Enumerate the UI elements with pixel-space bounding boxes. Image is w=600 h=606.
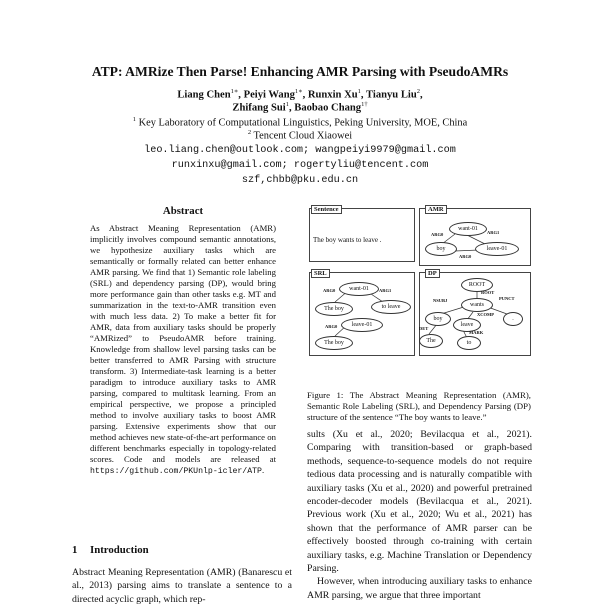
- amr-edge-arg0: ARG0: [431, 232, 444, 237]
- author-line-2: [0, 101, 600, 114]
- panel-label-sentence: Sentence: [311, 205, 342, 214]
- dp-node-dot: .: [503, 312, 523, 326]
- author-name: Liang Chen: [177, 89, 231, 101]
- dp-edge-root: ROOT: [481, 290, 495, 295]
- figure-1: [307, 204, 531, 364]
- dp-edge-mark: MARK: [469, 330, 484, 335]
- srl-node-toleave: to leave: [371, 300, 411, 314]
- email-line-3: szf,chbb@pku.edu.cn: [241, 175, 359, 186]
- dp-node-to: to: [457, 336, 481, 350]
- body-paragraph: sults (Xu et al., 2020; Bevilacqua et al., 2021). Comparing with transition-based or graph-based methods, sequence-to-sequence models do not require tedious data processing and is naturally compatible with auxiliary tasks (Xu et al., 2020) and powerful pretrained encoder-decoder models (Bevilacqua et al., 2021). Previous work (Xu et al., 2020; Wu et al., 2021) has shown that the performance of AMR parser can be effectively boosted through co-training with certain auxiliary tasks, e.g. Machine Translation or Dependency Parsing.: [307, 429, 532, 575]
- affiliation-2: [0, 129, 600, 141]
- sentence-panel: [309, 208, 415, 262]
- affil-text: Tencent Cloud Xiaowei: [251, 130, 353, 142]
- author-affil-mark: 1: [357, 88, 361, 95]
- email-line-1: leo.liang.chen@outlook.com; wangpeiyi9979@gmail.com: [144, 145, 456, 156]
- amr-node-want: want-01: [449, 222, 487, 236]
- dp-edge-det: DET: [419, 326, 429, 331]
- affil-text: Key Laboratory of Computational Linguistics, Peking University, MOE, China: [136, 117, 468, 129]
- amr-edge-arg0b: ARG0: [459, 254, 472, 259]
- section-heading-introduction: [72, 544, 149, 556]
- dp-edge-nsubj: NSUBJ: [433, 298, 448, 303]
- affil-mark: 1: [132, 116, 137, 123]
- amr-node-boy: boy: [425, 242, 457, 256]
- sentence-text: The boy wants to leave .: [313, 236, 382, 244]
- paper-title: ATP: AMRize Then Parse! Enhancing AMR Parsing with PseudoAMRs: [91, 64, 509, 79]
- panel-label-srl: SRL: [311, 269, 330, 278]
- author-sep: ,: [238, 89, 244, 101]
- figure-caption: Figure 1: The Abstract Meaning Representation (AMR), Semantic Role Labeling (SRL), and Dependency Parsing (DP) structure of the sentence “The boy wants to leave.”: [307, 390, 531, 423]
- dp-node-root: ROOT: [461, 278, 493, 292]
- dp-node-leave: leave: [453, 318, 481, 332]
- section-title: Introduction: [90, 544, 149, 556]
- author-sep: ,: [420, 89, 423, 101]
- author-name: Runxin Xu: [307, 89, 358, 101]
- dp-node-boy: boy: [425, 312, 451, 326]
- affil-mark: 2: [247, 129, 252, 136]
- abstract-end: .: [261, 465, 265, 475]
- code-link[interactable]: https://github.com/PKUnlp-icler/ATP: [90, 467, 262, 476]
- dp-node-the: The: [419, 334, 443, 348]
- srl-edge-arg0b: ARG0: [325, 324, 338, 329]
- srl-node-want: want-01: [339, 282, 379, 296]
- email-line-2: runxinxu@gmail.com; rogertyliu@tencent.com: [171, 160, 429, 171]
- author-sep: ,: [288, 102, 295, 114]
- abstract-body: [90, 223, 276, 477]
- amr-edge-arg1: ARG1: [487, 230, 500, 235]
- author-name: Baobao Chang: [294, 102, 362, 114]
- intro-paragraph: Abstract Meaning Representation (AMR) (Banarescu et al., 2013) parsing aims to translate a sentence to a directed acyclic graph, which rep-: [72, 567, 292, 605]
- author-name: Tianyu Liu: [366, 89, 417, 101]
- author-affil-mark: 1∗: [230, 88, 239, 95]
- dp-edge-xcomp: XCOMP: [477, 312, 494, 317]
- srl-edge-arg0: ARG0: [323, 288, 336, 293]
- author-affil-mark: 1∗: [294, 88, 303, 95]
- srl-node-theboy: The boy: [315, 302, 353, 316]
- body-paragraph: However, when introducing auxiliary tasks to enhance AMR parsing, we argue that three important: [307, 576, 532, 601]
- amr-panel: [419, 208, 531, 266]
- section-number: 1: [72, 544, 78, 556]
- author-name: Zhifang Sui: [232, 102, 286, 114]
- author-line-1: [0, 87, 600, 101]
- author-affil-mark: 1: [285, 101, 289, 108]
- srl-node-leave: leave-01: [341, 318, 383, 332]
- author-sep: ,: [360, 89, 366, 101]
- srl-edge-arg1: ARG1: [379, 288, 392, 293]
- author-sep: ,: [302, 89, 308, 101]
- author-affil-mark: 1†: [361, 101, 368, 108]
- affiliation-1: [0, 116, 600, 128]
- amr-node-leave: leave-01: [475, 242, 519, 256]
- abstract-text: As Abstract Meaning Representation (AMR) implicitly involves compound semantic annotations, we hypothesize auxiliary tasks which are semantically or formally related can better enhance AMR parsing. We find that 1) Semantic role labeling (SRL) and dependency parsing (DP), would bring more performance gain than other tasks e.g. MT and summarization in the text-to-AMR transition even with much less data. 2) To make a better fit for AMR, data from auxiliary tasks should be properly “AMRized” to PseudoAMR before training. Knowledge from shallow level parsing tasks can be better transferred to AMR Parsing with structure transform. 3) Intermediate-task learning is a better paradigm to introduce auxiliary tasks to AMR parsing, compared to multitask learning. From an empirical perspective, we propose a principled method to involve auxiliary tasks to boost AMR parsing. Extensive experiments show that our method achieves new state-of-the-art performance on different benchmarks especially in topology-related scores. Code and models are released at: [90, 223, 276, 464]
- abstract-heading: Abstract: [162, 205, 204, 217]
- author-affil-mark: 2: [416, 88, 420, 95]
- panel-label-dp: DP: [425, 269, 440, 278]
- right-column-body: [307, 428, 532, 602]
- srl-node-theboy-2: The boy: [315, 336, 353, 350]
- author-name: Peiyi Wang: [243, 89, 295, 101]
- dp-node-wants: wants: [461, 298, 493, 312]
- introduction-body: [72, 566, 292, 606]
- dp-edge-punct: PUNCT: [499, 296, 515, 301]
- panel-label-amr: AMR: [425, 205, 447, 214]
